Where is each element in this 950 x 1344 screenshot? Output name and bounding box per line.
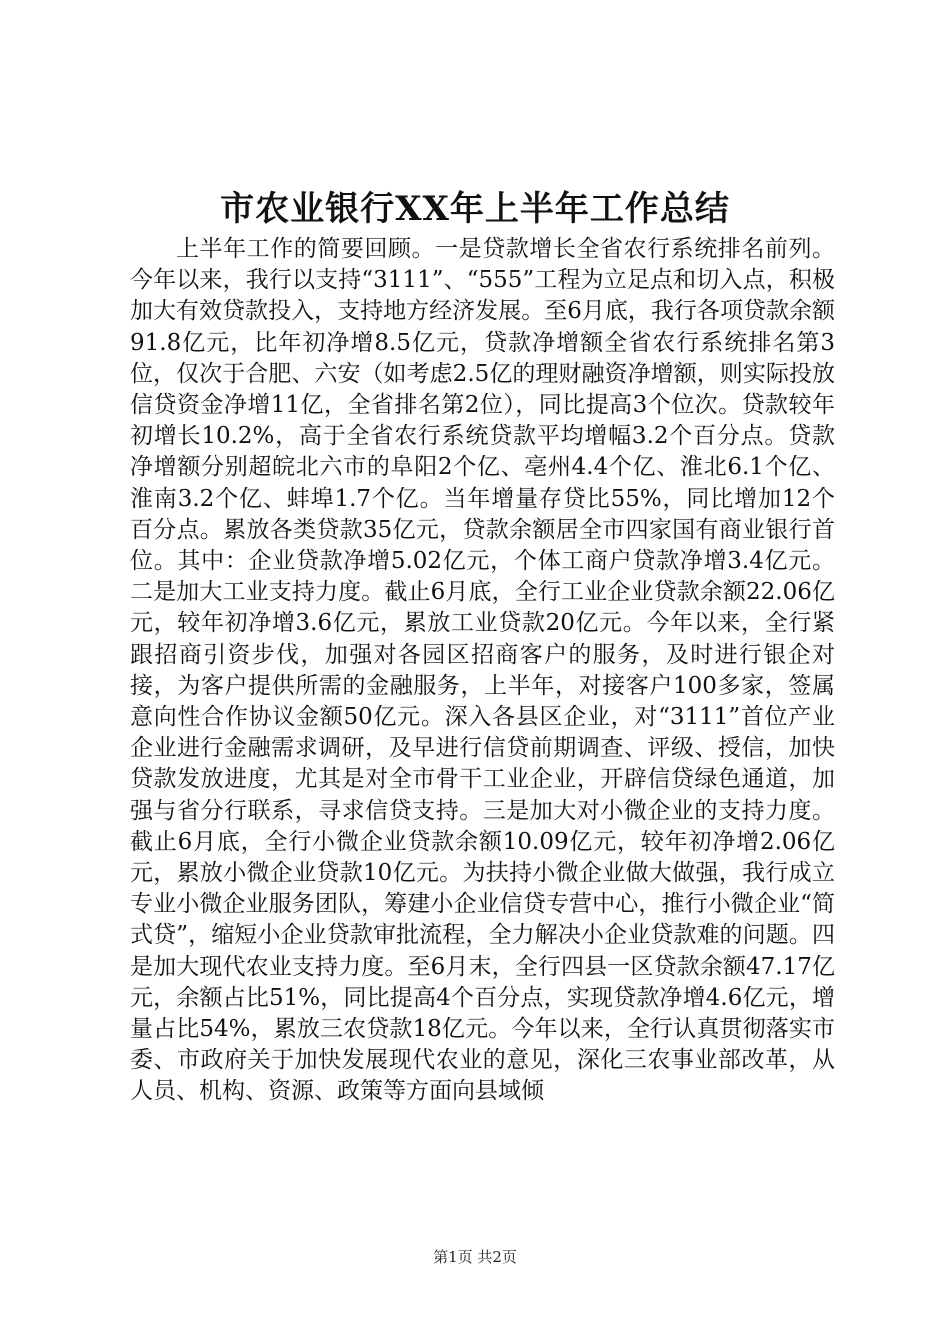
- page-number-footer: 第1页 共2页: [433, 1248, 517, 1266]
- document-body-paragraph: 上半年工作的简要回顾。一是贷款增长全省农行系统排名前列。今年以来，我行以支持“3111”、“555”工程为立足点和切入点，积极加大有效贷款投入，支持地方经济发展。至6月底，我行各项贷款余额91.8亿元，比年初净增8.5亿元，贷款净增额全省农行系统排名第3位，仅次于合肥、六安（如考虑2.5亿的理财融资净增额，则实际投放信贷资金净增11亿，全省排名第2位），同比提高3个位次。贷款较年初增长10.2%，高于全省农行系统贷款平均增幅3.2个百分点。贷款净增额分别超皖北六市的阜阳2个亿、亳州4.4个亿、淮北6.1个亿、淮南3.2个亿、蚌埠1.7个亿。当年增量存贷比55%，同比增加12个百分点。累放各类贷款35亿元，贷款余额居全市四家国有商业银行首位。其中：企业贷款净增5.02亿元，个体工商户贷款净增3.4亿元。二是加大工业支持力度。截止6月底，全行工业企业贷款余额22.06亿元，较年初净增3.6亿元，累放工业贷款20亿元。今年以来，全行紧跟招商引资步伐，加强对各园区招商客户的服务，及时进行银企对接，为客户提供所需的金融服务，上半年，对接客户100多家，签属意向性合作协议金额50亿元。深入各县区企业，对“3111”首位产业企业进行金融需求调研，及早进行信贷前期调查、评级、授信，加快贷款发放进度，尤其是对全市骨干工业企业，开辟信贷绿色通道，加强与省分行联系，寻求信贷支持。三是加大对小微企业的支持力度。截止6月底，全行小微企业贷款余额10.09亿元，较年初净增2.06亿元，累放小微企业贷款10亿元。为扶持小微企业做大做强，我行成立专业小微企业服务团队，筹建小企业信贷专营中心，推行小微企业“简式贷”，缩短小企业贷款审批流程，全力解决小企业贷款难的问题。四是加大现代农业支持力度。至6月末，全行四县一区贷款余额47.17亿元，余额占比51%，同比提高4个百分点，实现贷款净增4.6亿元，增量占比54%，累放三农贷款18亿元。今年以来，全行认真贯彻落实市委、市政府关于加快发展现代农业的意见，深化三农事业部改革，从人员、机构、资源、政策等方面向县域倾: [130, 236, 835, 1105]
- document-title: 市农业银行XX年上半年工作总结: [220, 189, 730, 229]
